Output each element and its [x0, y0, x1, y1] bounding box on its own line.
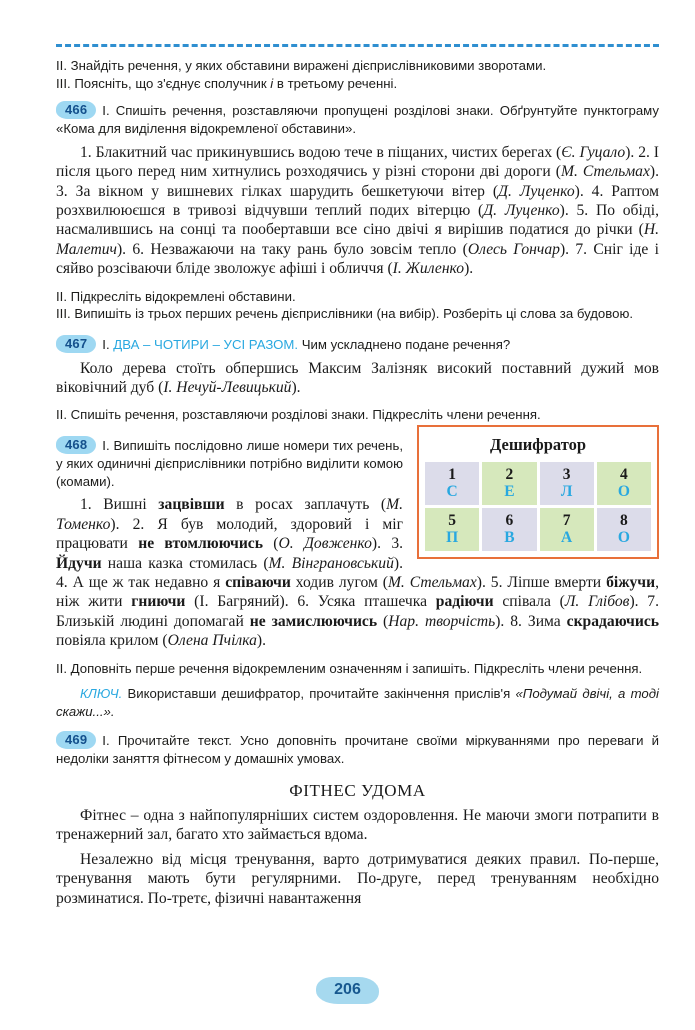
decoder-cell[interactable]: [425, 508, 479, 551]
exercise-467-method-tag: ДВА – ЧОТИРИ – УСІ РАЗОМ.: [113, 336, 299, 352]
decoder-cell-number: 7: [562, 512, 571, 530]
instruction-line-3: [56, 75, 659, 93]
instruction-line-2: II. Знайдіть речення, у яких обставини виражені дієприслівниковими зворотами.: [56, 58, 547, 73]
exercise-467-sub-2: II. Спишіть речення, розставляючи розділові знаки. Підкресліть члени речення.: [56, 407, 541, 423]
decoder-cell-number: 3: [562, 466, 571, 484]
exercise-468-head-text: Випишіть послідовно лише номери тих речень, у яких одиничні дієприслівники потрібно виділити комою (комами).: [56, 438, 404, 489]
exercise-469-head-text: Прочитайте текст. Усно доповніть прочитане своїми міркуваннями про переваги й недоліки заняття фітнесом у домашніх умовах.: [56, 733, 659, 767]
decoder-cell[interactable]: [540, 508, 594, 551]
exercise-number-badge-467[interactable]: 467: [56, 335, 96, 353]
decoder-cell[interactable]: [597, 462, 651, 505]
decoder-cell-letter: О: [617, 483, 630, 501]
decoder-cell-letter: Л: [560, 483, 573, 501]
exercise-466-sub-2: II. Підкресліть відокремлені обставини.: [56, 288, 296, 304]
exercise-466-sub-3: III. Випишіть із трьох перших речень дієприслівники (на вибір). Розберіть ці слова за будовою.: [56, 306, 634, 322]
decoder-cell[interactable]: [482, 508, 536, 551]
key-note-text: Використавши дешифратор, прочитайте закінчення прислів'я: [127, 686, 511, 702]
exercise-468-key-note: [56, 685, 659, 720]
exercise-469-head-prefix: I.: [102, 733, 110, 749]
decoder-cell-letter: П: [446, 529, 459, 547]
exercise-466-header: [56, 101, 659, 138]
decoder-title: Дешифратор: [489, 435, 587, 455]
decoder-cell-number: 6: [505, 512, 514, 530]
exercise-468-head-prefix: I.: [102, 438, 110, 454]
decoder-cell-number: 8: [620, 512, 628, 530]
fitness-paragraph-2: Незалежно від місця тренування, варто дотримуватися деяких правил. По-перше, тренування мають бути регулярними. По-друге, перед тренуванням необхідно розминатися. По-третє, фізичні навантаження: [56, 850, 659, 907]
decoder-table: [417, 425, 659, 559]
decoder-cell-letter: С: [446, 483, 458, 501]
exercise-467-head-text: Чим ускладнено подане речення?: [301, 336, 511, 352]
decoder-cell[interactable]: [597, 508, 651, 551]
decoder-cell-letter: О: [617, 529, 630, 547]
decoder-cell[interactable]: [540, 462, 594, 505]
exercise-number-badge-469[interactable]: 469: [56, 731, 96, 749]
exercise-466-head-prefix: I.: [102, 103, 110, 119]
exercise-467-head-prefix: I.: [102, 336, 110, 352]
page-footer: [0, 977, 695, 1004]
page-number: 206: [316, 977, 379, 1004]
exercise-467-body: Коло дерева стоїть обпершись Максим Залізняк високий поставний дужий мов віковічний дуб (І. Нечуй-Левицький).: [56, 359, 659, 397]
decoder-cell-letter: А: [561, 529, 573, 547]
dashed-divider: [56, 44, 659, 47]
instruction-conjunction-i: i: [270, 75, 274, 91]
fitness-paragraph-1: Фітнес – одна з найпопулярніших систем оздоровлення. Не маючи змоги потрапити в тренажерний зал, багато хто займається вдома.: [56, 807, 659, 844]
decoder-grid: [425, 462, 651, 551]
exercise-467-header: [56, 335, 659, 354]
exercise-number-badge-468[interactable]: 468: [56, 436, 96, 454]
decoder-cell-letter: Е: [504, 483, 515, 501]
decoder-cell[interactable]: [425, 462, 479, 505]
decoder-table-wrapper: [417, 425, 659, 559]
exercise-466-head-text: Спишіть речення, розставляючи пропущені розділові знаки. Обґрунтуйте пунктограму «Кома для виділення відокремленої обставини».: [56, 103, 659, 136]
exercise-469-header: [56, 731, 659, 768]
exercise-468-sub-2: II. Доповніть перше речення відокремленим означенням і запишіть. Підкресліть члени речення.: [56, 660, 643, 676]
decoder-cell-number: 5: [448, 512, 456, 530]
section-title-fitness: ФІТНЕС УДОМА: [289, 781, 426, 801]
exercise-466-body: 1. Блакитний час прикинувшись водою тече в піщаних, чистих берегах (Є. Гуцало). 2. І після цього перед ним хитнулись розходячись у різні сторони дві дороги (М. Стельмах). 3. За вікном у вишневих гілках шарудить бешкетуючи вітер (Д. Луценко). 4. Раптом розхвилююєшся в тривозі відчувши теплий подих вітерцю (Д. Луценко). 5. По обіді, насмалившись на сонці та пообертавши все сіно двічі я вирішив податися до річки (Н. Малетич). 6. Незважаючи на таку рань було зовсім тепло (Олесь Гончар). 7. Сніг іде і сяйво розсіваючи бліде зволожує афіші і обличчя (І. Жиленко).: [56, 143, 659, 278]
decoder-cell[interactable]: [482, 462, 536, 505]
decoder-cell-letter: В: [504, 529, 515, 547]
decoder-cell-number: 4: [620, 466, 628, 484]
exercise-468-body: 1. Вишні зацвівши в росах заплачуть (М. Томенко). 2. Я був молодий, здоровий і міг працювати не втомлюючись (О. Довженко). 3. Йдучи наша казка стомилась (М. Вінграновський). 4. А ще ж так недавно я співаючи ходив лугом (М. Стельмах). 5. Ліпше вмерти біжучи, ніж жити гниючи (І. Багряний). 6. Усяка пташечка радіючи співала (Л. Глібов). 7. Близькій людині допомагай не замислюючись (Нар. творчість). 8. Зима скрадаючись повіяла крилом (Олена Пчілка).: [56, 496, 660, 650]
key-note-quote: «Подумай двічі, а тоді скажи...».: [56, 686, 659, 719]
exercise-number-badge-466[interactable]: 466: [56, 101, 96, 119]
decoder-cell-number: 1: [448, 466, 456, 484]
instruction-line-3-b: в третьому реченні.: [273, 75, 398, 91]
decoder-cell-number: 2: [505, 466, 514, 484]
instruction-line-3-a: III. Поясніть, що з'єднує сполучник: [56, 75, 271, 91]
key-note-label: КЛЮЧ.: [80, 686, 123, 702]
